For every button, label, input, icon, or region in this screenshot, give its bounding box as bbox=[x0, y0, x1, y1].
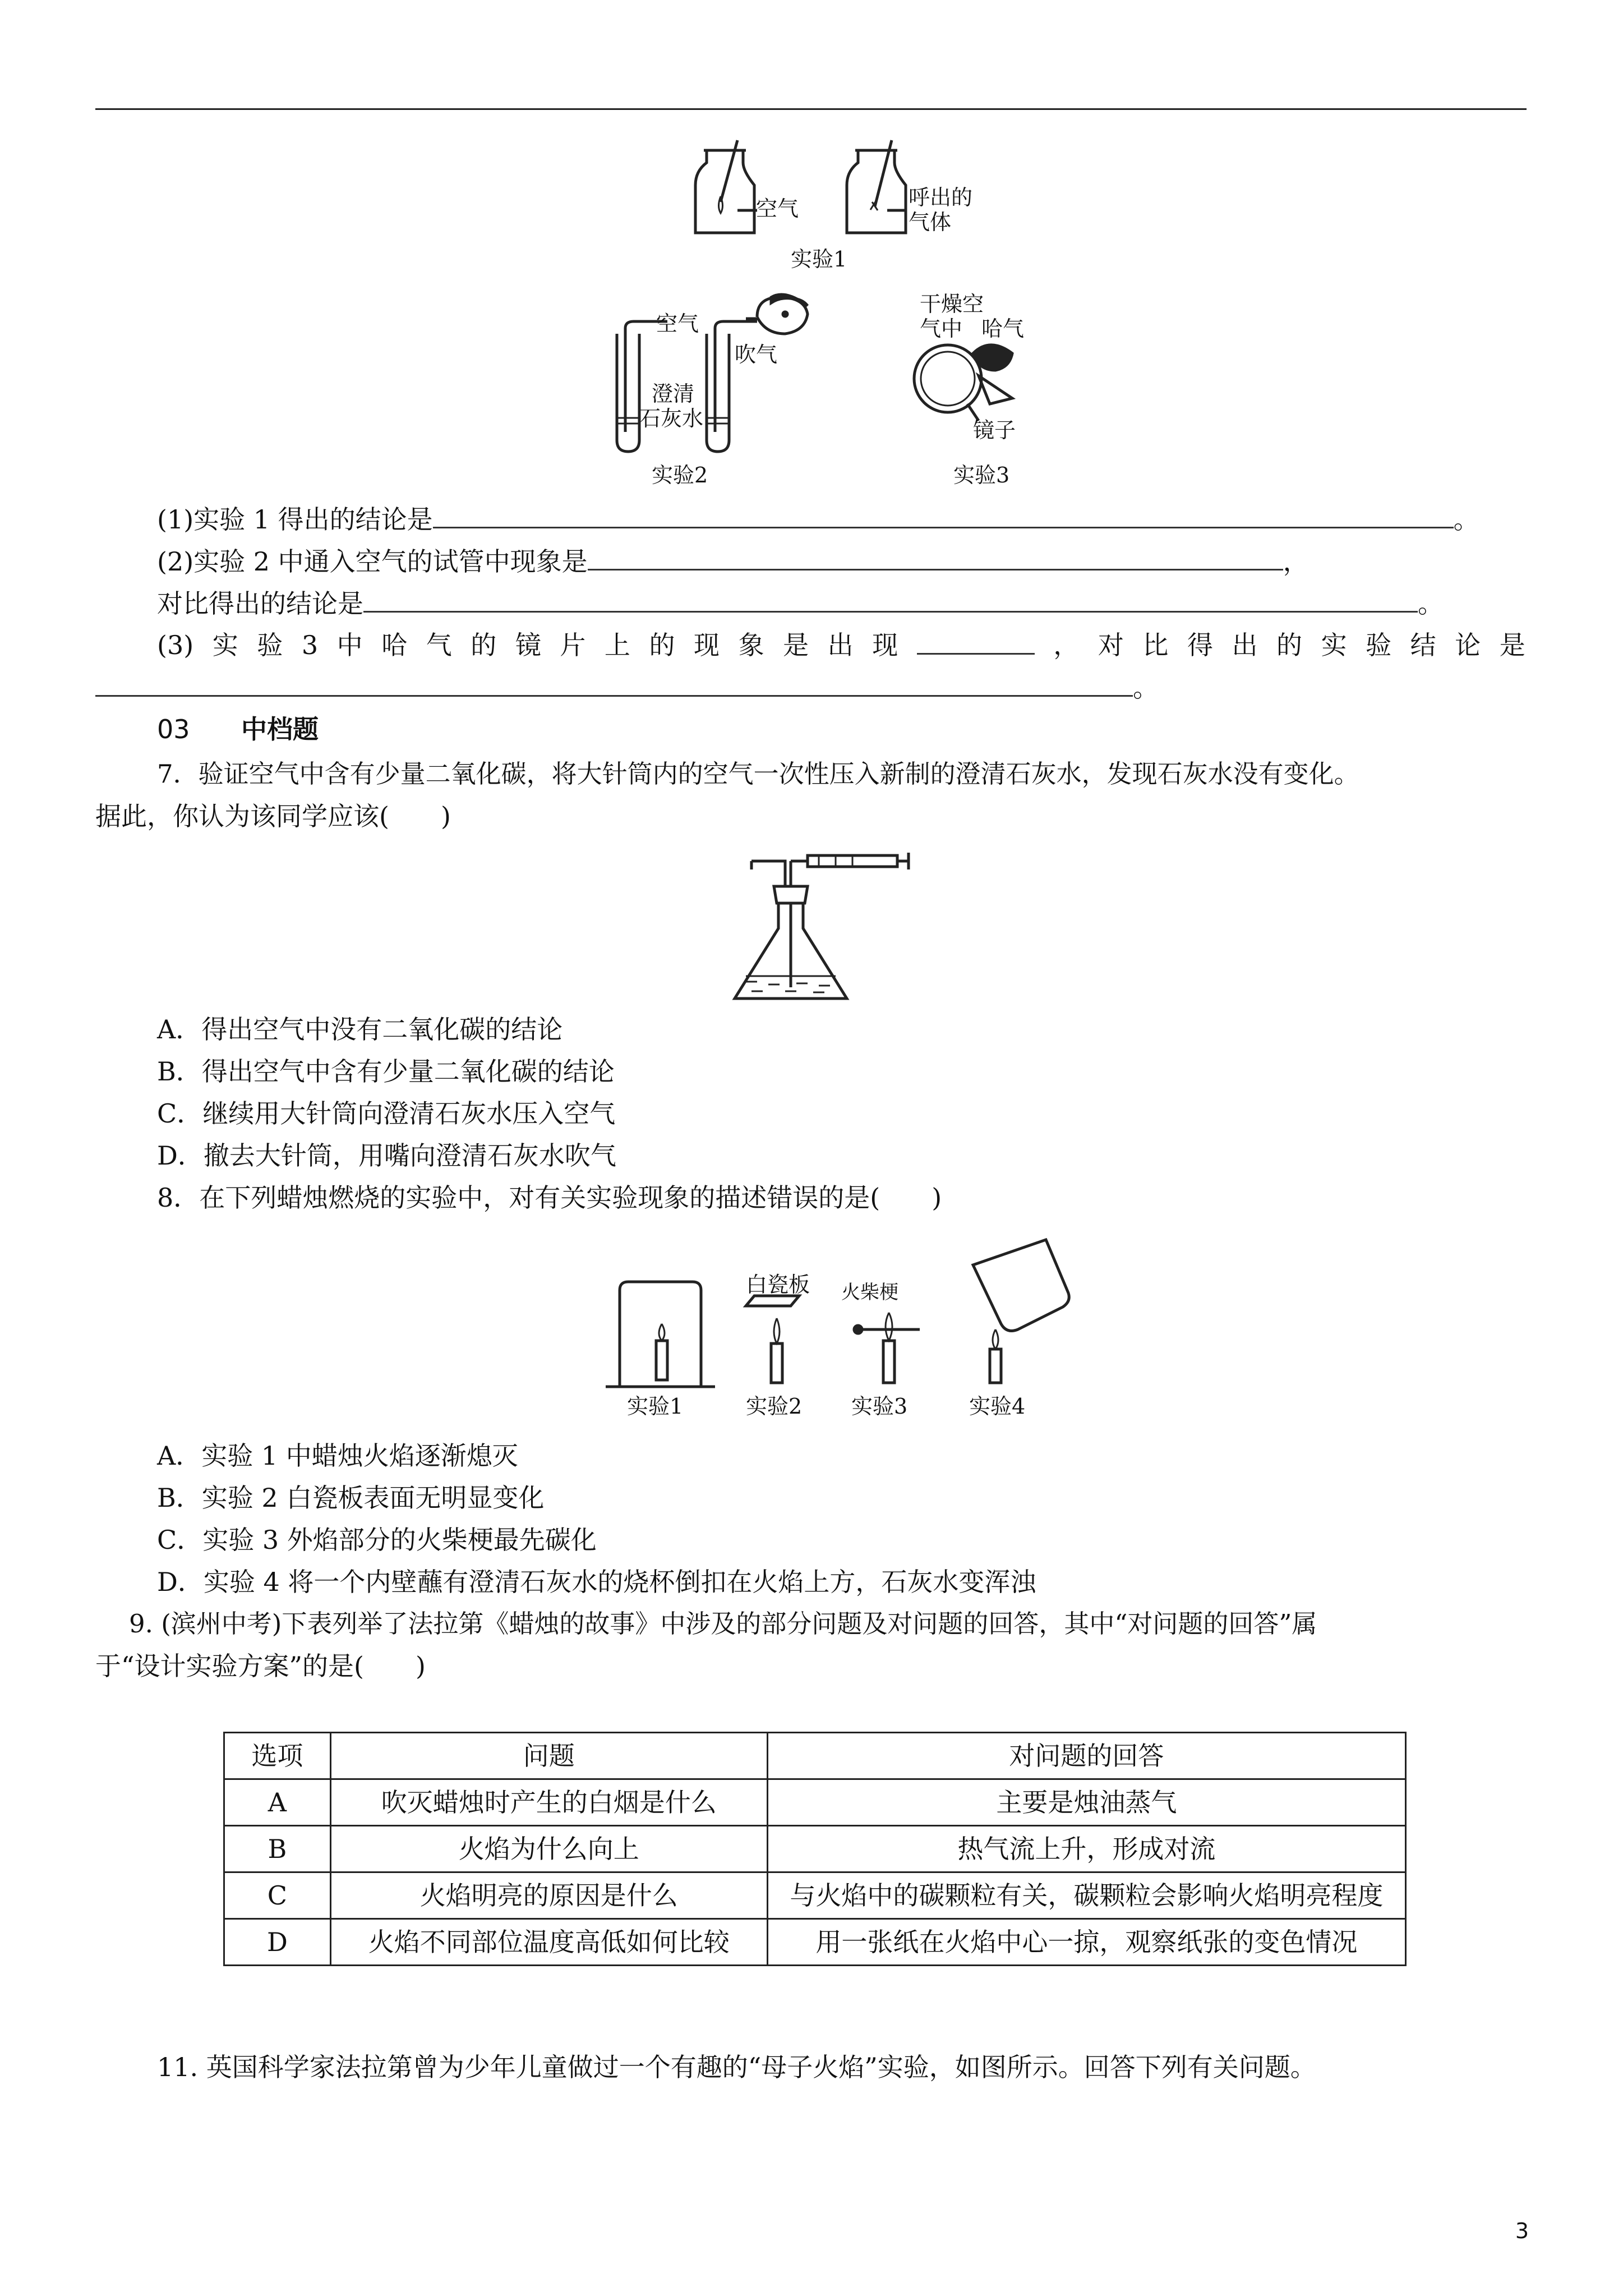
q8-option-c[interactable]: C．实验 3 外焰部分的火柴梗最先碳化 bbox=[157, 1525, 597, 1555]
q6-part2-blank[interactable] bbox=[588, 544, 1283, 570]
q6-part3-char: 的 bbox=[471, 630, 497, 660]
exp3-mirror-label: 镜子 bbox=[973, 418, 1016, 443]
table-row[interactable] bbox=[224, 1779, 1406, 1826]
table-header-cell: 问题 bbox=[330, 1733, 767, 1779]
q6-part3-char: 镜 bbox=[515, 630, 541, 660]
q7-option-a[interactable]: A．得出空气中没有二氧化碳的结论 bbox=[157, 1014, 563, 1045]
exp3-breathe-label: 哈气 bbox=[981, 316, 1025, 341]
table-cell-question: 火焰为什么向上 bbox=[330, 1826, 767, 1872]
q6-part3-char: 气 bbox=[426, 630, 452, 660]
table-cell-question: 吹灭蜡烛时产生的白烟是什么 bbox=[330, 1779, 767, 1826]
q6-part2b bbox=[157, 586, 1444, 620]
q8-option-d[interactable]: D．实验 4 将一个内壁蘸有澄清石灰水的烧杯倒扣在火焰上方，石灰水变浑浊 bbox=[157, 1567, 1036, 1597]
exp2-limewater-label-2: 石灰水 bbox=[639, 406, 704, 431]
table-cell-answer: 与火焰中的碳颗粒有关，碳颗粒会影响火焰明亮程度 bbox=[767, 1872, 1405, 1919]
exp2-limewater-label-1: 澄清 bbox=[652, 381, 695, 406]
exp3-dry-air-label-2: 气中 bbox=[920, 316, 963, 341]
section-title: 中档题 bbox=[241, 714, 319, 744]
q6-part3-blank[interactable] bbox=[917, 628, 1035, 655]
q6-part3-char: 出 bbox=[1232, 630, 1258, 660]
q11-stem: 11. 英国科学家法拉第曾为少年儿童做过一个有趣的“母子火焰”实验，如图所示。回答下列有关问题。 bbox=[157, 2052, 1316, 2082]
table-cell-option: A bbox=[224, 1779, 331, 1826]
exp3-dry-air-label-1: 干燥空 bbox=[920, 292, 984, 316]
q6-part3-char: 结 bbox=[1410, 630, 1436, 660]
page-number: 3 bbox=[1515, 2219, 1529, 2243]
table-header-cell: 对问题的回答 bbox=[767, 1733, 1405, 1779]
table-cell-question: 火焰不同部位温度高低如何比较 bbox=[330, 1919, 767, 1966]
q6-part3-char: 的 bbox=[1276, 630, 1303, 660]
table-row[interactable] bbox=[224, 1919, 1406, 1966]
exp1-exhaled-label-2: 气体 bbox=[909, 210, 952, 234]
table-cell-option: B bbox=[224, 1826, 331, 1872]
exp1-caption: 实验1 bbox=[791, 247, 847, 272]
q6-part3-char: 中 bbox=[336, 630, 363, 660]
q7-option-d[interactable]: D．撤去大针筒，用嘴向澄清石灰水吹气 bbox=[157, 1140, 616, 1171]
q8-candle-experiments-figure bbox=[603, 1240, 1108, 1391]
q6-part3-char: 象 bbox=[738, 630, 764, 660]
q8-caption-3: 实验3 bbox=[851, 1394, 908, 1419]
q6-part3-char: 的 bbox=[649, 630, 675, 660]
q6-part1-text: (1)实验 1 得出的结论是 bbox=[157, 504, 433, 535]
q6-part1-blank[interactable] bbox=[433, 502, 1454, 528]
q7-stem-line2: 据此，你认为该同学应该( ) bbox=[95, 801, 451, 831]
table-cell-answer: 用一张纸在火焰中心一掠，观察纸张的变色情况 bbox=[767, 1919, 1405, 1966]
q6-part2b-end: 。 bbox=[1418, 588, 1444, 619]
q8-caption-2: 实验2 bbox=[746, 1394, 803, 1419]
table-header-cell: 选项 bbox=[224, 1733, 331, 1779]
table-header-row bbox=[224, 1733, 1406, 1779]
table-cell-option: D bbox=[224, 1919, 331, 1966]
q7-option-b[interactable]: B．得出空气中含有少量二氧化碳的结论 bbox=[157, 1056, 615, 1087]
q6-part3-char: 对 bbox=[1098, 630, 1124, 660]
q7-flask-syringe-figure bbox=[729, 844, 914, 1007]
q8-stem: 8．在下列蜡烛燃烧的实验中，对有关实验现象的描述错误的是( ) bbox=[157, 1182, 942, 1213]
q7-option-c[interactable]: C．继续用大针筒向澄清石灰水压入空气 bbox=[157, 1098, 616, 1129]
table-row[interactable] bbox=[224, 1872, 1406, 1919]
exp3-caption: 实验3 bbox=[953, 463, 1010, 487]
q6-part3-char: 上 bbox=[604, 630, 630, 660]
q6-part2b-blank[interactable] bbox=[363, 586, 1418, 613]
q8-caption-4: 实验4 bbox=[969, 1394, 1026, 1419]
q8-match-label: 火柴梗 bbox=[841, 1281, 898, 1304]
q6-part3-char: 3 bbox=[301, 630, 319, 660]
q8-caption-1: 实验1 bbox=[627, 1394, 684, 1419]
q6-part3-char: 是 bbox=[1499, 630, 1525, 660]
q6-part3-char: 验 bbox=[1366, 630, 1392, 660]
exp2-caption: 实验2 bbox=[652, 463, 708, 487]
q6-part3-char: 验 bbox=[257, 630, 283, 660]
q6-part3b-blank[interactable] bbox=[95, 670, 1133, 697]
q6-part3-char: 出 bbox=[827, 630, 854, 660]
q6-part2-end: ， bbox=[1283, 546, 1309, 577]
exp1-bottle-air-figure bbox=[690, 140, 768, 236]
q6-part1-end: 。 bbox=[1453, 504, 1479, 535]
q6-part3 bbox=[157, 628, 1525, 662]
table-cell-answer: 主要是烛油蒸气 bbox=[767, 1779, 1405, 1826]
exp1-bottle-exhaled-figure bbox=[841, 140, 920, 236]
q6-part3-char: 论 bbox=[1455, 630, 1481, 660]
q6-part3-char: 片 bbox=[560, 630, 586, 660]
exp1-label-line-air bbox=[737, 209, 760, 212]
q6-part2-text: (2)实验 2 中通入空气的试管中现象是 bbox=[157, 546, 588, 577]
q6-part1 bbox=[157, 502, 1479, 536]
q6-part3-char: 实 bbox=[1321, 630, 1347, 660]
q8-option-a[interactable]: A．实验 1 中蜡烛火焰逐渐熄灭 bbox=[157, 1441, 518, 1471]
q6-part2 bbox=[157, 544, 1309, 578]
q8-option-b[interactable]: B．实验 2 白瓷板表面无明显变化 bbox=[157, 1483, 545, 1513]
table-cell-answer: 热气流上升，形成对流 bbox=[767, 1826, 1405, 1872]
q6-part3-char: 是 bbox=[783, 630, 809, 660]
header-rule bbox=[95, 108, 1527, 110]
q9-stem-line2: 于“设计实验方案”的是( ) bbox=[95, 1651, 426, 1681]
q9-options-table bbox=[223, 1732, 1407, 1966]
child-blowing-figure bbox=[740, 292, 819, 342]
exp2-blow-label: 吹气 bbox=[735, 342, 778, 367]
q6-part3-char: 得 bbox=[1187, 630, 1213, 660]
exp1-label-line-exhaled bbox=[887, 209, 910, 212]
q6-part3b-end: 。 bbox=[1133, 673, 1159, 703]
q6-part3-char: 比 bbox=[1142, 630, 1169, 660]
q8-porcelain-label: 白瓷板 bbox=[746, 1272, 810, 1297]
q6-part2b-text: 对比得出的结论是 bbox=[157, 588, 363, 619]
exp1-exhaled-label-1: 呼出的 bbox=[909, 185, 973, 210]
exp3-mirror-figure bbox=[906, 337, 1018, 426]
q6-part3-char: 现 bbox=[694, 630, 720, 660]
exp2-air-label: 空气 bbox=[656, 311, 699, 336]
exp1-air-label: 空气 bbox=[756, 196, 799, 221]
q6-part3-char: 哈 bbox=[381, 630, 408, 660]
q6-part3-char: ， bbox=[1053, 630, 1080, 660]
q9-stem-line1: 9. (滨州中考)下表列举了法拉第《蜡烛的故事》中涉及的部分问题及对问题的回答，其中“对问题的回答”属 bbox=[129, 1609, 1317, 1639]
table-cell-option: C bbox=[224, 1872, 331, 1919]
table-cell-question: 火焰明亮的原因是什么 bbox=[330, 1872, 767, 1919]
q6-part3-char: (3) bbox=[157, 630, 194, 660]
q6-part3-char: 实 bbox=[212, 630, 238, 660]
table-row[interactable] bbox=[224, 1826, 1406, 1872]
q7-stem-line1: 7．验证空气中含有少量二氧化碳，将大针筒内的空气一次性压入新制的澄清石灰水，发现石灰水没有变化。 bbox=[157, 759, 1359, 789]
q6-part3b bbox=[95, 670, 1159, 705]
section-number: 03 bbox=[157, 714, 190, 744]
q6-part3-char: 现 bbox=[872, 630, 898, 660]
